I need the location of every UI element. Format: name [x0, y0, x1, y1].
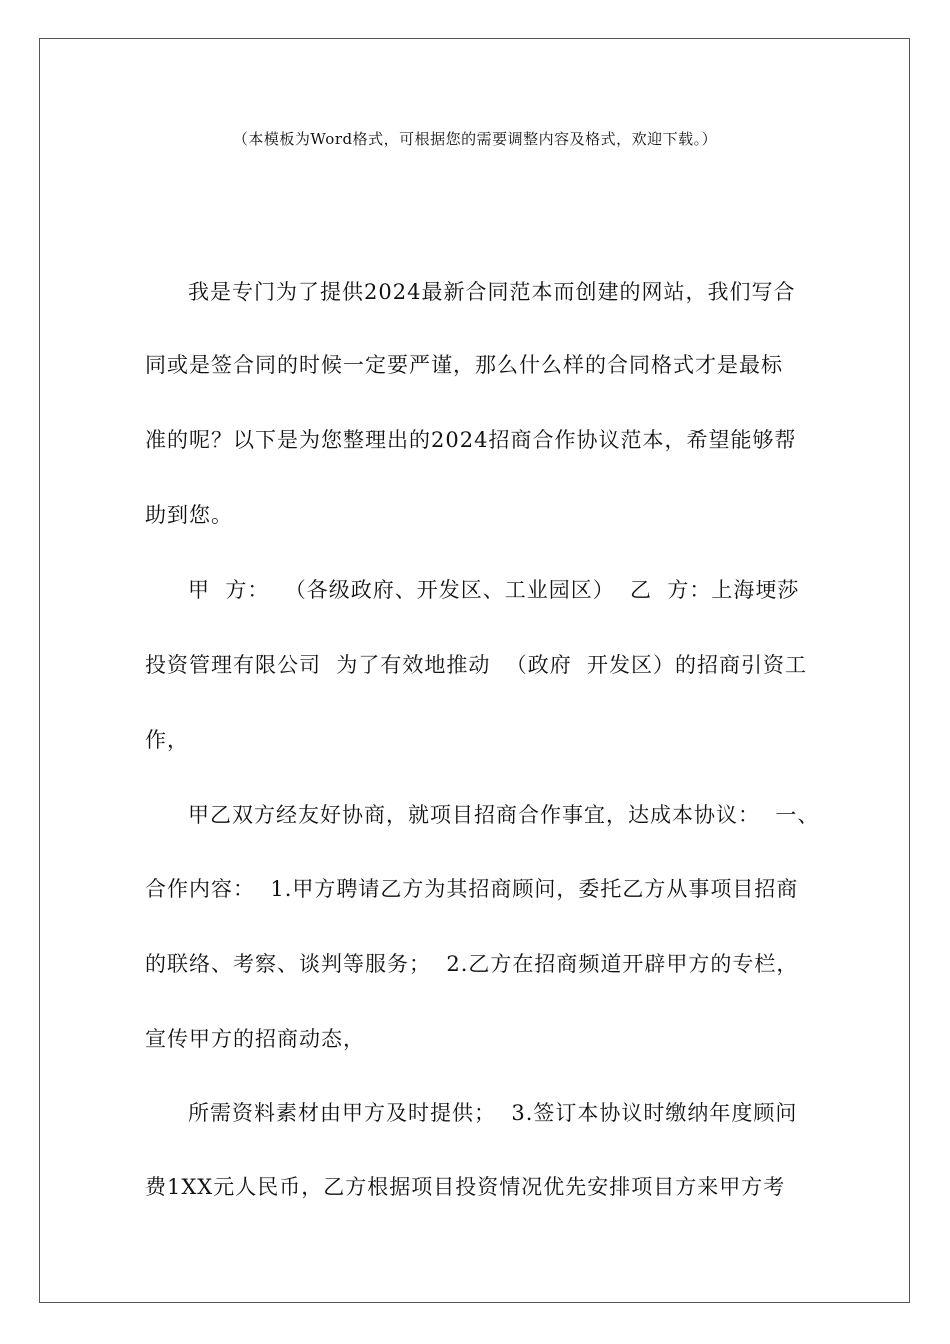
paragraph-line: 同或是签合同的时候一定要严谨，那么什么样的合同格式才是最标 — [145, 353, 783, 377]
paragraph-line: 甲乙双方经友好协商，就项目招商合作事宜，达成本协议： 一、 — [188, 803, 820, 827]
paragraph-line: 合作内容： 1.甲方聘请乙方为其招商顾问，委托乙方从事项目招商 — [145, 877, 799, 901]
paragraph-line: 的联络、考察、谈判等服务； 2.乙方在招商频道开辟甲方的专栏， — [145, 952, 799, 976]
paragraph-line: 投资管理有限公司 为了有效地推动 （政府 开发区）的招商引资工 — [145, 653, 808, 677]
paragraph-line: 宣传甲方的招商动态， — [145, 1027, 365, 1051]
template-notice: （本模板为Word格式，可根据您的需要调整内容及格式，欢迎下载。） — [232, 130, 718, 148]
paragraph-line: 费1XX元人民币，乙方根据项目投资情况优先安排项目方来甲方考 — [145, 1175, 786, 1199]
paragraph-line: 助到您。 — [145, 503, 233, 527]
paragraph-line: 我是专门为了提供2024最新合同范本而创建的网站，我们写合 — [188, 280, 796, 304]
paragraph-line: 所需资料素材由甲方及时提供； 3.签订本协议时缴纳年度顾问 — [188, 1101, 798, 1125]
paragraph-line: 甲 方： （各级政府、开发区、工业园区） 乙 方：上海埂莎 — [188, 578, 800, 602]
paragraph-line: 作， — [145, 728, 189, 752]
paragraph-line: 准的呢？以下是为您整理出的2024招商合作协议范本，希望能够帮 — [145, 428, 797, 452]
